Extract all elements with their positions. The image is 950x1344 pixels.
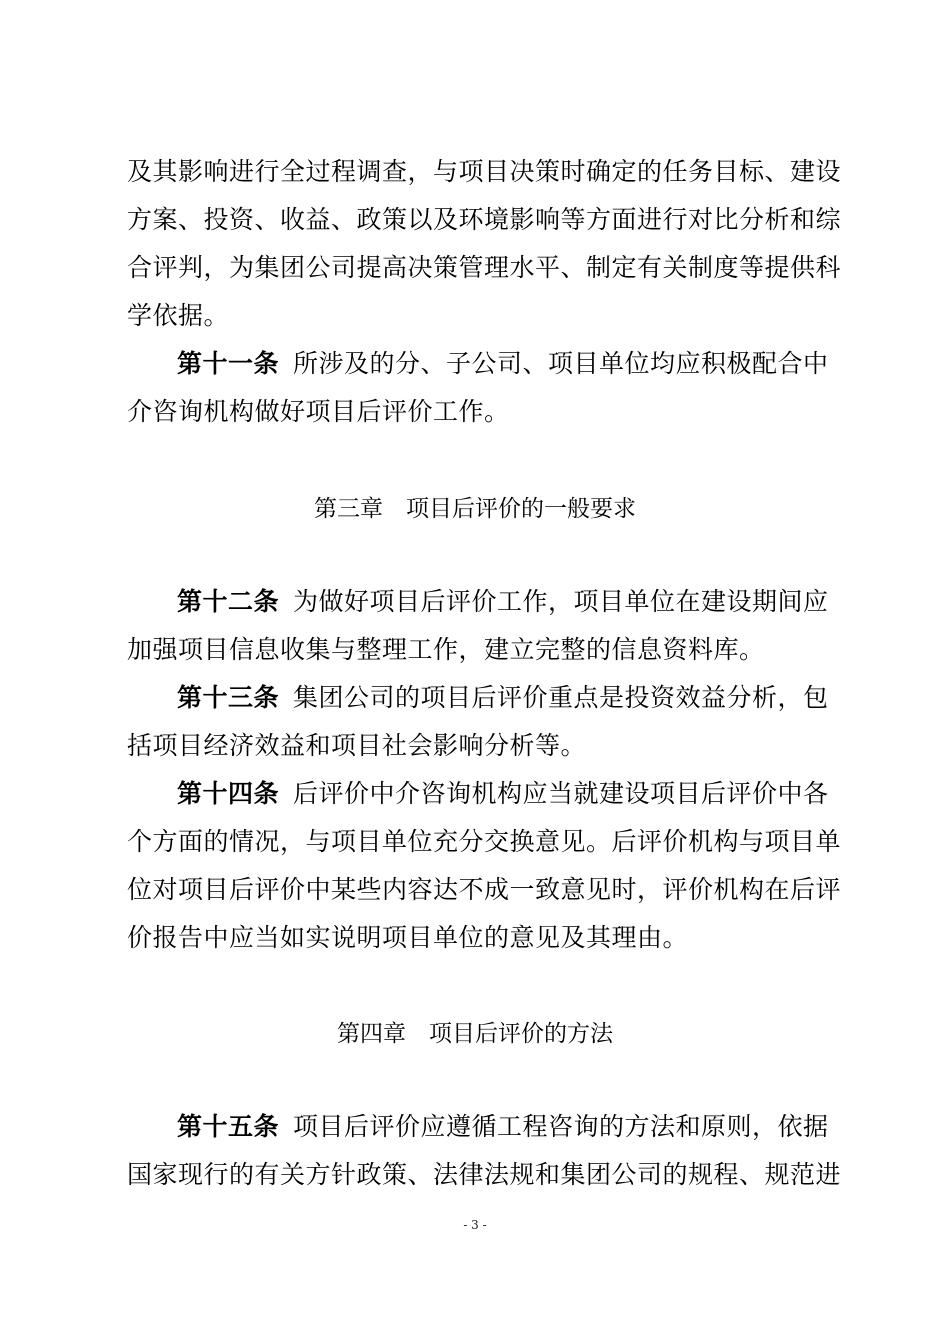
article-14-text: 后评价中介咨询机构应当就建设项目后评价中各	[293, 779, 829, 808]
body-line: 介咨询机构做好项目后评价工作。	[127, 397, 510, 426]
body-line: 国家现行的有关方针政策、法律法规和集团公司的规程、规范进	[127, 1160, 842, 1189]
article-12-label: 第十二条	[177, 587, 280, 616]
body-line: 方案、投资、收益、政策以及环境影响等方面进行对比分析和综	[127, 205, 842, 234]
body-line: 括项目经济效益和项目社会影响分析等。	[127, 731, 587, 760]
article-14-first-line	[177, 779, 829, 809]
page-number: - 3 -	[463, 1218, 487, 1232]
article-13-label: 第十三条	[177, 683, 280, 712]
article-13-text: 集团公司的项目后评价重点是投资效益分析，包	[293, 683, 829, 712]
article-12-first-line	[177, 587, 829, 617]
body-line: 个方面的情况，与项目单位充分交换意见。后评价机构与项目单	[127, 827, 842, 856]
body-line: 加强项目信息收集与整理工作，建立完整的信息资料库。	[127, 635, 765, 664]
article-11-label: 第十一条	[177, 349, 280, 378]
body-line: 学依据。	[127, 301, 230, 330]
chapter-4-heading: 第四章 项目后评价的方法	[337, 1021, 613, 1047]
article-15-label: 第十五条	[177, 1112, 280, 1141]
article-11-text: 所涉及的分、子公司、项目单位均应积极配合中	[293, 349, 829, 378]
body-line: 位对项目后评价中某些内容达不成一致意见时，评价机构在后评	[127, 875, 842, 904]
body-line: 合评判，为集团公司提高决策管理水平、制定有关制度等提供科	[127, 253, 842, 282]
article-12-text: 为做好项目后评价工作，项目单位在建设期间应	[293, 587, 829, 616]
chapter-3-heading: 第三章 项目后评价的一般要求	[314, 496, 636, 522]
article-14-label: 第十四条	[177, 779, 280, 808]
body-line: 及其影响进行全过程调查，与项目决策时确定的任务目标、建设	[127, 157, 842, 186]
article-13-first-line	[177, 683, 829, 713]
body-line: 价报告中应当如实说明项目单位的意见及其理由。	[127, 923, 689, 952]
article-15-first-line	[177, 1112, 829, 1142]
article-11-first-line	[177, 349, 829, 379]
article-15-text: 项目后评价应遵循工程咨询的方法和原则，依据	[293, 1112, 829, 1141]
